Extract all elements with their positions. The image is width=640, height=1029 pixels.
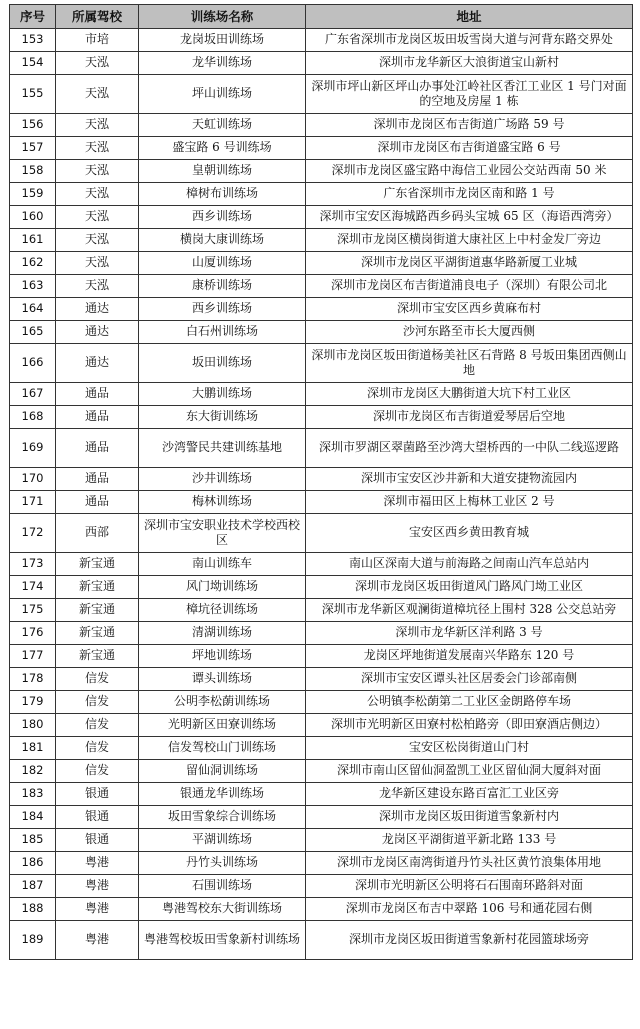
cell-number: 175 xyxy=(10,599,56,622)
cell-ground-name: 公明李松蓢训练场 xyxy=(139,691,306,714)
cell-address: 龙岗区坪地街道发展南兴华路东 120 号 xyxy=(306,645,633,668)
table-row xyxy=(10,321,633,344)
cell-address: 深圳市龙岗区南湾街道丹竹头社区黄竹浪集体用地 xyxy=(306,852,633,875)
cell-school: 银通 xyxy=(56,783,139,806)
cell-address: 深圳市龙岗区盛宝路中海信工业园公交站西南 50 米 xyxy=(306,160,633,183)
table-row xyxy=(10,491,633,514)
table-row xyxy=(10,898,633,921)
cell-address: 深圳市龙岗区坂田街道雪象新村花园篮球场旁 xyxy=(306,921,633,960)
table-row xyxy=(10,137,633,160)
cell-ground-name: 银通龙华训练场 xyxy=(139,783,306,806)
cell-number: 186 xyxy=(10,852,56,875)
cell-number: 163 xyxy=(10,275,56,298)
cell-address: 深圳市宝安区西乡黄麻布村 xyxy=(306,298,633,321)
cell-school: 粤港 xyxy=(56,921,139,960)
header-number: 序号 xyxy=(10,5,56,29)
cell-address: 深圳市龙岗区坂田街道雪象新村内 xyxy=(306,806,633,829)
cell-number: 179 xyxy=(10,691,56,714)
cell-school: 天泓 xyxy=(56,75,139,114)
table-row xyxy=(10,298,633,321)
cell-number: 153 xyxy=(10,29,56,52)
table-body xyxy=(10,29,633,960)
table-row xyxy=(10,668,633,691)
table-row xyxy=(10,576,633,599)
cell-number: 174 xyxy=(10,576,56,599)
cell-address: 深圳市福田区上梅林工业区 2 号 xyxy=(306,491,633,514)
cell-number: 154 xyxy=(10,52,56,75)
cell-ground-name: 清湖训练场 xyxy=(139,622,306,645)
cell-school: 信发 xyxy=(56,737,139,760)
cell-ground-name: 龙岗坂田训练场 xyxy=(139,29,306,52)
cell-number: 176 xyxy=(10,622,56,645)
cell-address: 深圳市龙岗区布吉街道爱琴居后空地 xyxy=(306,406,633,429)
table-row xyxy=(10,829,633,852)
cell-address: 深圳市光明新区公明将石石围南环路斜对面 xyxy=(306,875,633,898)
cell-number: 165 xyxy=(10,321,56,344)
cell-address: 深圳市龙华新区观澜街道樟坑径上围村 328 公交总站旁 xyxy=(306,599,633,622)
cell-ground-name: 盛宝路 6 号训练场 xyxy=(139,137,306,160)
cell-school: 通品 xyxy=(56,406,139,429)
cell-ground-name: 梅林训练场 xyxy=(139,491,306,514)
cell-school: 信发 xyxy=(56,714,139,737)
cell-address: 深圳市龙岗区横岗街道大康社区上中村金发厂旁边 xyxy=(306,229,633,252)
table-row xyxy=(10,75,633,114)
table-row xyxy=(10,114,633,137)
cell-ground-name: 风门坳训练场 xyxy=(139,576,306,599)
cell-ground-name: 谭头训练场 xyxy=(139,668,306,691)
cell-number: 156 xyxy=(10,114,56,137)
cell-ground-name: 光明新区田寮训练场 xyxy=(139,714,306,737)
cell-number: 169 xyxy=(10,429,56,468)
cell-ground-name: 石围训练场 xyxy=(139,875,306,898)
document-page xyxy=(9,4,632,960)
cell-number: 164 xyxy=(10,298,56,321)
cell-school: 新宝通 xyxy=(56,553,139,576)
cell-ground-name: 坪山训练场 xyxy=(139,75,306,114)
cell-ground-name: 坪地训练场 xyxy=(139,645,306,668)
cell-school: 通品 xyxy=(56,383,139,406)
table-row xyxy=(10,160,633,183)
cell-ground-name: 粤港驾校东大街训练场 xyxy=(139,898,306,921)
cell-number: 157 xyxy=(10,137,56,160)
cell-number: 181 xyxy=(10,737,56,760)
header-school: 所属驾校 xyxy=(56,5,139,29)
cell-number: 189 xyxy=(10,921,56,960)
cell-number: 161 xyxy=(10,229,56,252)
cell-number: 177 xyxy=(10,645,56,668)
cell-school: 天泓 xyxy=(56,275,139,298)
cell-school: 通品 xyxy=(56,468,139,491)
cell-school: 天泓 xyxy=(56,114,139,137)
cell-ground-name: 东大街训练场 xyxy=(139,406,306,429)
cell-school: 通品 xyxy=(56,429,139,468)
cell-ground-name: 信发驾校山门训练场 xyxy=(139,737,306,760)
cell-ground-name: 皇朝训练场 xyxy=(139,160,306,183)
table-header-row xyxy=(10,5,633,29)
cell-address: 深圳市龙岗区布吉街道浦良电子（深圳）有限公司北 xyxy=(306,275,633,298)
header-address: 地址 xyxy=(306,5,633,29)
cell-school: 通品 xyxy=(56,491,139,514)
cell-ground-name: 大鹏训练场 xyxy=(139,383,306,406)
table-row xyxy=(10,29,633,52)
cell-address: 深圳市罗湖区翠菌路至沙湾大望桥西的一中队二线巡逻路 xyxy=(306,429,633,468)
table-row xyxy=(10,599,633,622)
cell-ground-name: 樟坑径训练场 xyxy=(139,599,306,622)
table-row xyxy=(10,691,633,714)
cell-number: 155 xyxy=(10,75,56,114)
cell-school: 天泓 xyxy=(56,229,139,252)
cell-number: 180 xyxy=(10,714,56,737)
cell-number: 183 xyxy=(10,783,56,806)
cell-number: 166 xyxy=(10,344,56,383)
cell-ground-name: 丹竹头训练场 xyxy=(139,852,306,875)
table-row xyxy=(10,52,633,75)
cell-address: 深圳市龙岗区平湖街道惠华路新厦工业城 xyxy=(306,252,633,275)
table-row xyxy=(10,206,633,229)
cell-address: 深圳市龙岗区坂田街道风门路风门坳工业区 xyxy=(306,576,633,599)
cell-school: 新宝通 xyxy=(56,576,139,599)
cell-address: 深圳市龙岗区大鹏街道大坑下村工业区 xyxy=(306,383,633,406)
cell-ground-name: 沙井训练场 xyxy=(139,468,306,491)
table-row xyxy=(10,852,633,875)
cell-school: 天泓 xyxy=(56,252,139,275)
table-row xyxy=(10,645,633,668)
cell-ground-name: 深圳市宝安职业技术学校西校区 xyxy=(139,514,306,553)
cell-school: 粤港 xyxy=(56,875,139,898)
table-row xyxy=(10,183,633,206)
cell-address: 深圳市龙岗区坂田街道杨美社区石背路 8 号坂田集团西侧山地 xyxy=(306,344,633,383)
cell-address: 深圳市宝安区谭头社区居委会门诊部南侧 xyxy=(306,668,633,691)
cell-ground-name: 沙湾警民共建训练基地 xyxy=(139,429,306,468)
cell-ground-name: 西乡训练场 xyxy=(139,206,306,229)
cell-address: 南山区深南大道与前海路之间南山汽车总站内 xyxy=(306,553,633,576)
cell-school: 天泓 xyxy=(56,52,139,75)
table-row xyxy=(10,468,633,491)
cell-ground-name: 坂田雪象综合训练场 xyxy=(139,806,306,829)
cell-number: 158 xyxy=(10,160,56,183)
cell-school: 市培 xyxy=(56,29,139,52)
cell-number: 178 xyxy=(10,668,56,691)
table-row xyxy=(10,737,633,760)
table-row xyxy=(10,921,633,960)
cell-address: 深圳市坪山新区坪山办事处江岭社区香江工业区 1 号门对面的空地及房屋 1 栋 xyxy=(306,75,633,114)
cell-address: 沙河东路至市长大厦西侧 xyxy=(306,321,633,344)
cell-number: 162 xyxy=(10,252,56,275)
table-row xyxy=(10,229,633,252)
cell-number: 182 xyxy=(10,760,56,783)
cell-number: 171 xyxy=(10,491,56,514)
cell-number: 167 xyxy=(10,383,56,406)
cell-number: 170 xyxy=(10,468,56,491)
cell-address: 广东省深圳市龙岗区南和路 1 号 xyxy=(306,183,633,206)
table-row xyxy=(10,760,633,783)
cell-school: 天泓 xyxy=(56,160,139,183)
cell-school: 新宝通 xyxy=(56,599,139,622)
cell-address: 深圳市龙岗区布吉中翠路 106 号和通花园右侧 xyxy=(306,898,633,921)
cell-address: 宝安区西乡黄田教育城 xyxy=(306,514,633,553)
cell-number: 188 xyxy=(10,898,56,921)
table-row xyxy=(10,275,633,298)
cell-ground-name: 樟树布训练场 xyxy=(139,183,306,206)
cell-school: 新宝通 xyxy=(56,645,139,668)
table-row xyxy=(10,429,633,468)
table-row xyxy=(10,622,633,645)
cell-ground-name: 粤港驾校坂田雪象新村训练场 xyxy=(139,921,306,960)
cell-address: 龙华新区建设东路百富汇工业区旁 xyxy=(306,783,633,806)
cell-ground-name: 天虹训练场 xyxy=(139,114,306,137)
cell-school: 信发 xyxy=(56,668,139,691)
cell-address: 深圳市龙岗区布吉街道广场路 59 号 xyxy=(306,114,633,137)
cell-school: 通达 xyxy=(56,344,139,383)
cell-school: 新宝通 xyxy=(56,622,139,645)
table-row xyxy=(10,714,633,737)
cell-ground-name: 山厦训练场 xyxy=(139,252,306,275)
cell-address: 深圳市宝安区海城路西乡码头宝城 65 区（海语西湾旁） xyxy=(306,206,633,229)
cell-school: 信发 xyxy=(56,760,139,783)
table-row xyxy=(10,406,633,429)
cell-address: 深圳市龙岗区布吉街道盛宝路 6 号 xyxy=(306,137,633,160)
cell-school: 信发 xyxy=(56,691,139,714)
table-row xyxy=(10,783,633,806)
table-row xyxy=(10,875,633,898)
cell-address: 深圳市宝安区沙井新和大道安捷物流园内 xyxy=(306,468,633,491)
training-ground-table xyxy=(9,4,633,960)
table-row xyxy=(10,514,633,553)
cell-school: 天泓 xyxy=(56,183,139,206)
cell-ground-name: 坂田训练场 xyxy=(139,344,306,383)
cell-address: 深圳市南山区留仙洞盈凯工业区留仙洞大厦斜对面 xyxy=(306,760,633,783)
cell-number: 160 xyxy=(10,206,56,229)
cell-school: 银通 xyxy=(56,829,139,852)
table-row xyxy=(10,806,633,829)
cell-school: 通达 xyxy=(56,321,139,344)
table-row xyxy=(10,553,633,576)
cell-ground-name: 横岗大康训练场 xyxy=(139,229,306,252)
cell-school: 天泓 xyxy=(56,137,139,160)
cell-number: 159 xyxy=(10,183,56,206)
cell-ground-name: 平湖训练场 xyxy=(139,829,306,852)
cell-address: 深圳市龙华新区洋利路 3 号 xyxy=(306,622,633,645)
cell-school: 粤港 xyxy=(56,852,139,875)
cell-address: 深圳市龙华新区大浪街道宝山新村 xyxy=(306,52,633,75)
cell-school: 通达 xyxy=(56,298,139,321)
cell-school: 粤港 xyxy=(56,898,139,921)
cell-address: 广东省深圳市龙岗区坂田坂雪岗大道与河背东路交界处 xyxy=(306,29,633,52)
cell-school: 西部 xyxy=(56,514,139,553)
cell-ground-name: 白石州训练场 xyxy=(139,321,306,344)
cell-ground-name: 龙华训练场 xyxy=(139,52,306,75)
cell-school: 银通 xyxy=(56,806,139,829)
cell-address: 龙岗区平湖街道平新北路 133 号 xyxy=(306,829,633,852)
cell-number: 173 xyxy=(10,553,56,576)
cell-number: 185 xyxy=(10,829,56,852)
table-row xyxy=(10,252,633,275)
cell-address: 宝安区松岗街道山门村 xyxy=(306,737,633,760)
table-row xyxy=(10,344,633,383)
cell-address: 深圳市光明新区田寮村松柏路旁（即田寮酒店侧边） xyxy=(306,714,633,737)
cell-ground-name: 康桥训练场 xyxy=(139,275,306,298)
table-row xyxy=(10,383,633,406)
cell-ground-name: 西乡训练场 xyxy=(139,298,306,321)
cell-number: 172 xyxy=(10,514,56,553)
cell-ground-name: 留仙洞训练场 xyxy=(139,760,306,783)
header-ground-name: 训练场名称 xyxy=(139,5,306,29)
cell-ground-name: 南山训练车 xyxy=(139,553,306,576)
cell-number: 168 xyxy=(10,406,56,429)
cell-number: 187 xyxy=(10,875,56,898)
cell-number: 184 xyxy=(10,806,56,829)
cell-address: 公明镇李松蓢第二工业区金朗路停车场 xyxy=(306,691,633,714)
cell-school: 天泓 xyxy=(56,206,139,229)
